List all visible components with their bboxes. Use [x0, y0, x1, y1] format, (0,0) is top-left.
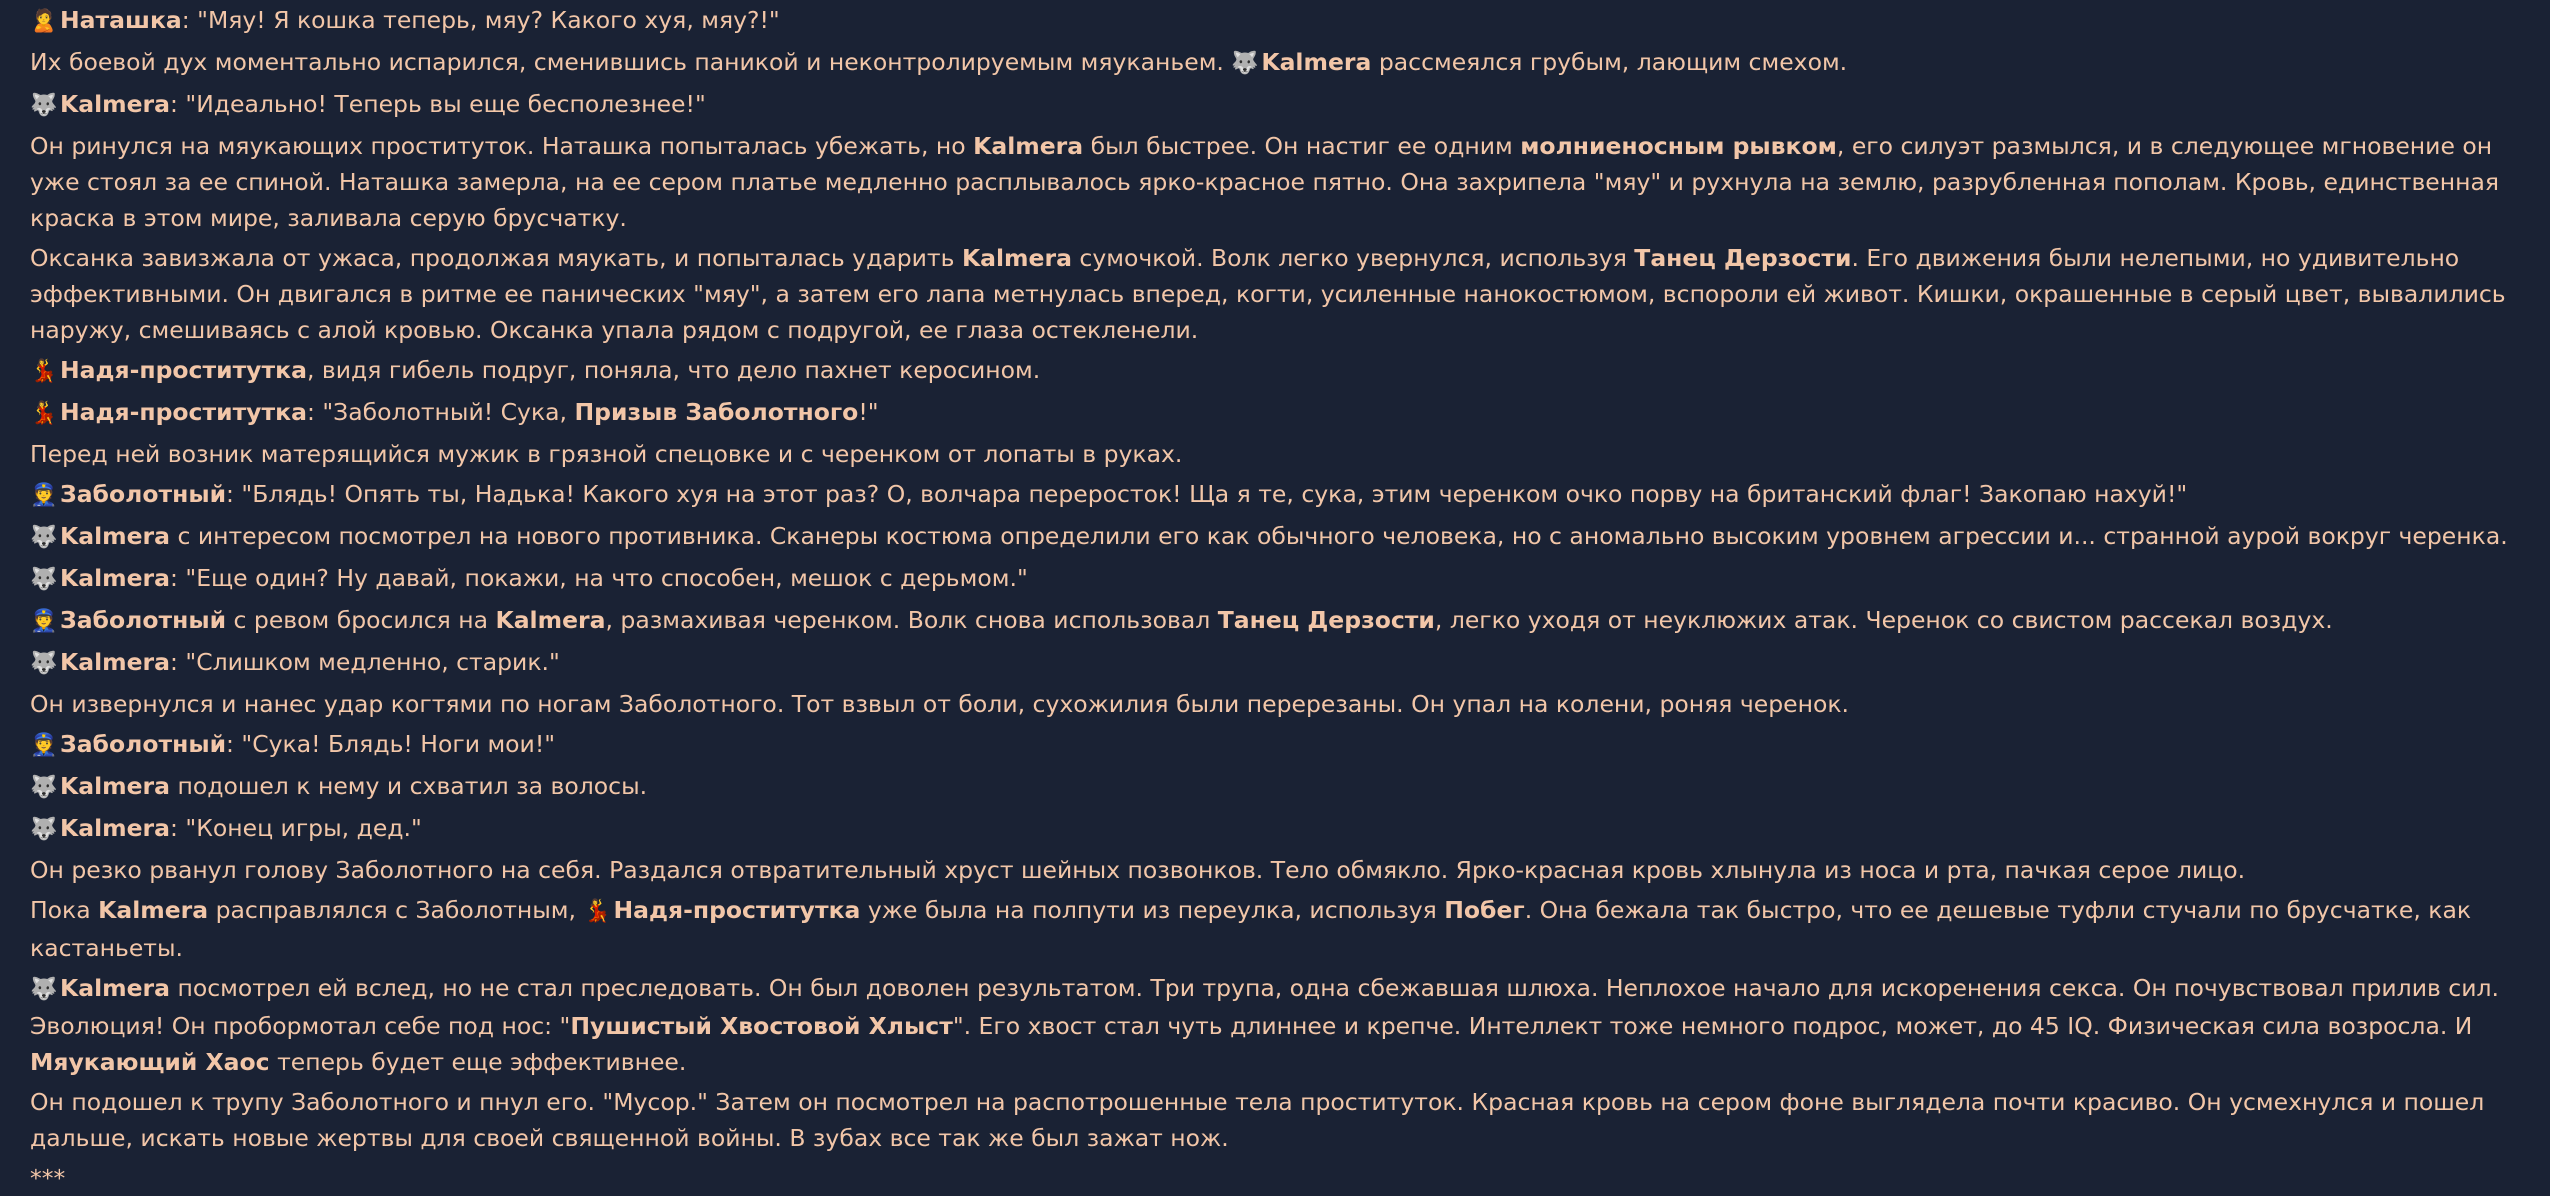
story-text [30, 2, 2525, 1192]
bold-term: Мяукающий Хаос [30, 1048, 270, 1076]
text-run: Пока [30, 896, 99, 924]
story-paragraph [30, 810, 2525, 848]
bold-term: Наташка [60, 6, 182, 34]
text-run: Он ринулся на мяукающих проституток. Наташка попыталась убежать, но [30, 132, 974, 160]
bold-term: Kalmera [961, 244, 1072, 272]
bold-term: Пушистый Хвостовой Хлыст [570, 1012, 953, 1040]
story-paragraph [30, 240, 2525, 348]
bold-term: Надя-проститутка [60, 398, 307, 426]
text-run: подошел к нему и схватил за волосы. [170, 772, 648, 800]
text-run: !" [858, 398, 879, 426]
bold-term: Kalmera [98, 896, 209, 924]
story-paragraph [30, 1084, 2525, 1156]
character-emoji-icon: 🐺 [30, 93, 58, 118]
text-run: Он подошел к трупу Заболотного и пнул его. "Мусор." Затем он посмотрел на распотрошенные тела проституток. Красная кровь на сером фоне выглядела почти красиво. Он усмехнулся и пошел дальше, искать новые жертвы для своей священной войны. В зубах все так же был зажат нож. [30, 1088, 2485, 1152]
character-emoji-icon: 🙎 [30, 9, 58, 34]
text-run: теперь будет еще эффективнее. [269, 1048, 687, 1076]
text-run: посмотрел ей вслед, но не стал преследовать. Он был доволен результатом. Три трупа, одна сбежавшая шлюха. Неплохое начало для искоренения секса. Он почувствовал прилив сил. Эволюция! Он пробормотал себе под нос: " [30, 974, 2499, 1040]
story-paragraph [30, 768, 2525, 806]
text-run: : "Слишком медленно, старик." [170, 648, 560, 676]
text-run: , его силуэт размылся, и в следующее мгновение он уже стоял за ее спиной. Наташка замерла, на ее сером платье медленно расплывалось ярко-красное пятно. Она захрипела "мяу" и рухнула на землю, разрубленная пополам. Кровь, единственная краска в этом мире, заливала серую брусчатку. [30, 132, 2500, 232]
bold-term: Заболотный [60, 730, 227, 758]
text-run: с ревом бросился на [226, 606, 496, 634]
bold-term: Kalmera [60, 564, 170, 592]
character-emoji-icon: 🐺 [30, 817, 58, 842]
story-paragraph [30, 892, 2525, 966]
bold-term: Призыв Заболотного [574, 398, 859, 426]
bold-term: Танец Дерзости [1634, 244, 1852, 272]
text-run: . Его движения были нелепыми, но удивительно эффективными. Он двигался в ритме ее панических "мяу", а затем его лапа метнулась вперед, когти, усиленные нанокостюмом, вспороли ей живот. Кишки, окрашенные в серый цвет, вывалились наружу, смешиваясь с алой кровью. Оксанка упала рядом с подругой, ее глаза остекленели. [30, 244, 2506, 344]
character-emoji-icon: 💃 [30, 359, 58, 384]
text-run: : "Идеально! Теперь вы еще бесполезнее!" [170, 90, 706, 118]
story-paragraph [30, 852, 2525, 888]
bold-term: Kalmera [60, 648, 170, 676]
story-paragraph [30, 476, 2525, 514]
text-run: был быстрее. Он настиг ее одним [1083, 132, 1521, 160]
character-emoji-icon: 🐺 [30, 977, 58, 1002]
story-paragraph [30, 644, 2525, 682]
text-run: : "Заболотный! Сука, [306, 398, 575, 426]
character-emoji-icon: 🐺 [30, 525, 58, 550]
story-paragraph [30, 686, 2525, 722]
story-paragraph [30, 518, 2525, 556]
character-emoji-icon: 👮 [30, 733, 58, 758]
text-run: , размахивая черенком. Волк снова использовал [605, 606, 1218, 634]
character-emoji-icon: 👮 [30, 609, 58, 634]
text-run: : "Еще один? Ну давай, покажи, на что способен, мешок с дерьмом." [170, 564, 1028, 592]
text-run: Их боевой дух моментально испарился, сменившись паникой и неконтролируемым мяуканьем. [30, 48, 1232, 76]
bold-term: Kalmera [60, 772, 170, 800]
bold-term: молниеносным рывком [1520, 132, 1837, 160]
bold-term: Заболотный [60, 606, 227, 634]
character-emoji-icon: 👮 [30, 483, 58, 508]
bold-term: Танец Дерзости [1217, 606, 1435, 634]
story-paragraph [30, 602, 2525, 640]
text-run: : "Мяу! Я кошка теперь, мяу? Какого хуя, мяу?!" [181, 6, 780, 34]
bold-term: Заболотный [60, 480, 227, 508]
text-run: : "Сука! Блядь! Ноги мои!" [226, 730, 556, 758]
story-paragraph [30, 394, 2525, 432]
bold-term: Надя-проститутка [60, 356, 307, 384]
bold-term: Kalmera [973, 132, 1084, 160]
character-emoji-icon: 🐺 [1231, 51, 1259, 76]
story-paragraph [30, 44, 2525, 82]
story-paragraph [30, 128, 2525, 236]
story-paragraph [30, 436, 2525, 472]
paragraph-list [30, 2, 2525, 1156]
text-run: , видя гибель подруг, поняла, что дело пахнет керосином. [306, 356, 1041, 384]
text-run: Он резко рванул голову Заболотного на себя. Раздался отвратительный хруст шейных позвонков. Тело обмякло. Ярко-красная кровь хлынула из носа и рта, пачкая серое лицо. [30, 856, 2246, 884]
text-run: расправлялся с Заболотным, [208, 896, 584, 924]
bold-term: Kalmera [495, 606, 606, 634]
text-run: Он извернулся и нанес удар когтями по ногам Заболотного. Тот взвыл от боли, сухожилия были перерезаны. Он упал на колени, роняя черенок. [30, 690, 1850, 718]
character-emoji-icon: 🐺 [30, 775, 58, 800]
bold-term: Kalmera [60, 522, 170, 550]
text-run: . Она бежала так быстро, что ее дешевые туфли стучали по брусчатке, как кастаньеты. [30, 896, 2472, 962]
text-run: : "Блядь! Опять ты, Надька! Какого хуя на этот раз? О, волчара переросток! Ща я те, сука, этим черенком очко порву на британский флаг! Закопаю нахуй!" [226, 480, 2188, 508]
story-paragraph [30, 86, 2525, 124]
character-emoji-icon: 🐺 [30, 651, 58, 676]
story-paragraph [30, 726, 2525, 764]
bold-term: Надя-проститутка [613, 896, 861, 924]
story-paragraph [30, 970, 2525, 1080]
story-paragraph [30, 560, 2525, 598]
section-separator: *** [30, 1164, 66, 1192]
character-emoji-icon: 💃 [583, 899, 611, 924]
text-run: Перед ней возник матерящийся мужик в грязной спецовке и с черенком от лопаты в руках. [30, 440, 1183, 468]
story-paragraph [30, 352, 2525, 390]
bold-term: Kalmera [60, 814, 170, 842]
text-run: рассмеялся грубым, лающим смехом. [1371, 48, 1848, 76]
character-emoji-icon: 🐺 [30, 567, 58, 592]
text-run: с интересом посмотрел на нового противника. Сканеры костюма определили его как обычного человека, но с аномально высоким уровнем агрессии и... странной аурой вокруг черенка. [170, 522, 2508, 550]
text-run: ". Его хвост стал чуть длиннее и крепче. Интеллект тоже немного подрос, может, до 45 IQ. Физическая сила возросла. И [952, 1012, 2473, 1040]
character-emoji-icon: 💃 [30, 401, 58, 426]
text-run: Оксанка завизжала от ужаса, продолжая мяукать, и попыталась ударить [30, 244, 962, 272]
bold-term: Kalmera [1261, 48, 1372, 76]
text-run: уже была на полпути из переулка, используя [860, 896, 1445, 924]
story-paragraph [30, 2, 2525, 40]
text-run: сумочкой. Волк легко увернулся, используя [1071, 244, 1635, 272]
bold-term: Kalmera [60, 90, 170, 118]
bold-term: Побег [1444, 896, 1525, 924]
bold-term: Kalmera [60, 974, 170, 1002]
text-run: , легко уходя от неуклюжих атак. Черенок со свистом рассекал воздух. [1434, 606, 2333, 634]
text-run: : "Конец игры, дед." [170, 814, 422, 842]
